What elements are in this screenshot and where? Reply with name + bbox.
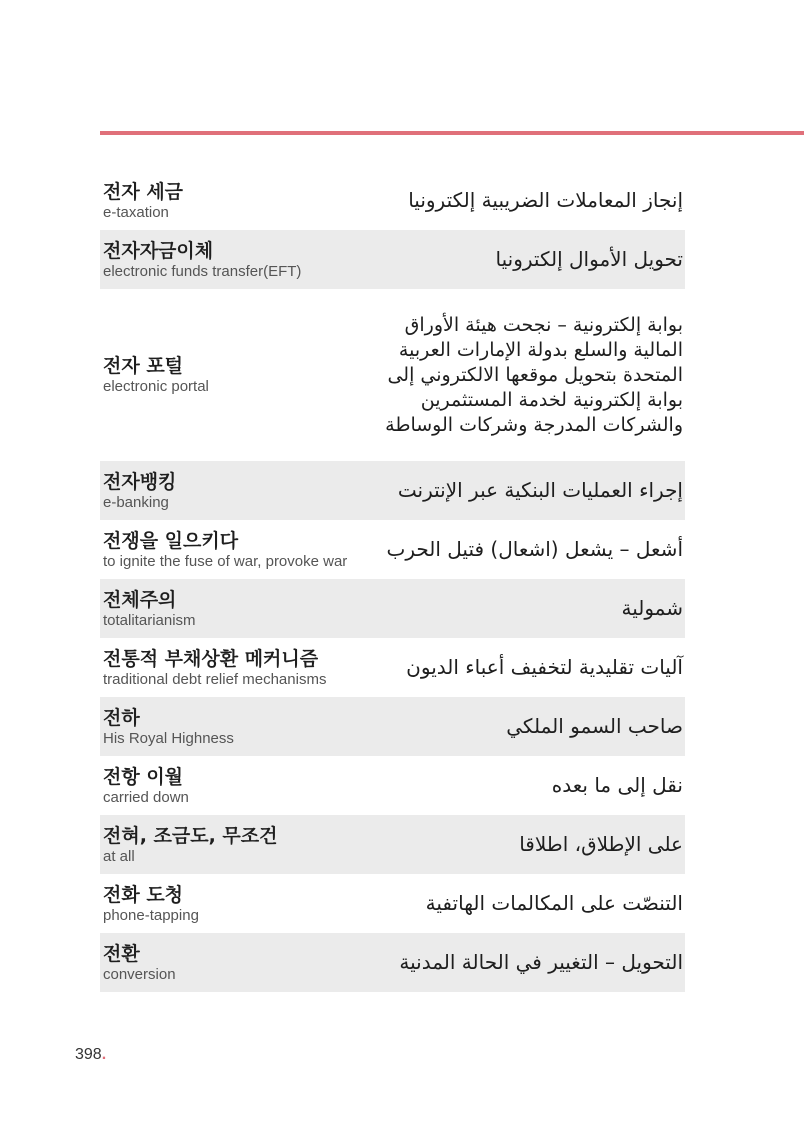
arabic-term: بوابة إلكترونية – نجحت هيئة الأوراق المالية والسلع بدولة الإمارات العربية المتحدة بتحويل موقعها الالكتروني إلى بوابة إلكترونية لخدمة المستثمرين والشركات المدرجة وشركات الوساطة: [385, 313, 683, 436]
entry-terms: [100, 765, 189, 807]
korean-term: 전자 세금: [103, 180, 184, 203]
glossary-entry: [100, 289, 685, 461]
arabic-term: التنصّت على المكالمات الهاتفية: [425, 891, 683, 915]
korean-term: 전쟁을 일으키다: [103, 529, 239, 552]
english-term: conversion: [103, 965, 176, 983]
arabic-term: على الإطلاق، اطلاقا: [519, 832, 683, 856]
entry-terms: [100, 354, 209, 396]
glossary-entry: [100, 579, 685, 638]
korean-term: 전체주의: [103, 588, 177, 611]
korean-term: 전자자금이체: [103, 239, 214, 262]
top-accent-rule: [100, 131, 804, 135]
entry-terms: [100, 706, 234, 748]
entry-terms: [100, 239, 301, 281]
korean-term: 전자 포털: [103, 355, 184, 377]
page-number-dot: .: [101, 1046, 107, 1063]
arabic-term: تحويل الأموال إلكترونيا: [495, 247, 683, 271]
glossary-entry: [100, 933, 685, 992]
korean-term: 전화 도청: [103, 883, 184, 906]
arabic-term: أشعل – يشعل (اشعال) فتيل الحرب: [386, 537, 683, 561]
entry-terms: [100, 470, 176, 512]
korean-term: 전혀, 조금도, 무조건: [103, 824, 278, 847]
glossary-entry: [100, 520, 685, 579]
entry-terms: [100, 180, 183, 222]
english-term: traditional debt relief mechanisms: [103, 670, 327, 688]
glossary-entry: [100, 230, 685, 289]
glossary-entry: [100, 461, 685, 520]
glossary-entry: [100, 171, 685, 230]
glossary-entry: [100, 697, 685, 756]
entry-terms: [100, 647, 326, 689]
entry-terms: [100, 529, 347, 571]
arabic-term: نقل إلى ما بعده: [551, 773, 683, 797]
english-term: electronic portal: [103, 378, 209, 395]
korean-term: 전환: [103, 942, 140, 965]
glossary-entry: [100, 815, 685, 874]
english-term: carried down: [103, 788, 189, 806]
page-number: [75, 1046, 106, 1064]
arabic-term: التحويل – التغيير في الحالة المدنية: [399, 950, 683, 974]
english-term: His Royal Highness: [103, 729, 234, 747]
glossary-entry: [100, 756, 685, 815]
english-term: totalitarianism: [103, 611, 196, 629]
arabic-term: آليات تقليدية لتخفيف أعباء الديون: [406, 655, 683, 679]
english-term: phone-tapping: [103, 906, 199, 924]
glossary-entry: [100, 874, 685, 933]
arabic-term: شمولية: [621, 596, 683, 620]
english-term: to ignite the fuse of war, provoke war: [103, 552, 348, 570]
glossary-list: [100, 171, 685, 992]
korean-term: 전자뱅킹: [103, 470, 177, 493]
arabic-term: صاحب السمو الملكي: [506, 714, 683, 738]
entry-terms: [100, 588, 196, 630]
entry-terms: [100, 824, 278, 866]
entry-terms: [100, 883, 199, 925]
arabic-term: إنجاز المعاملات الضريبية إلكترونيا: [408, 188, 683, 212]
english-term: electronic funds transfer(EFT): [103, 262, 302, 280]
english-term: e-taxation: [103, 203, 169, 221]
english-term: e-banking: [103, 493, 169, 511]
english-term: at all: [103, 847, 135, 865]
entry-terms: [100, 942, 176, 984]
glossary-entry: [100, 638, 685, 697]
arabic-term: إجراء العمليات البنكية عبر الإنترنت: [397, 478, 683, 502]
korean-term: 전통적 부채상환 메커니즘: [103, 647, 319, 670]
korean-term: 전항 이월: [103, 765, 184, 788]
page-number-value: 398: [75, 1046, 102, 1063]
korean-term: 전하: [103, 706, 140, 729]
